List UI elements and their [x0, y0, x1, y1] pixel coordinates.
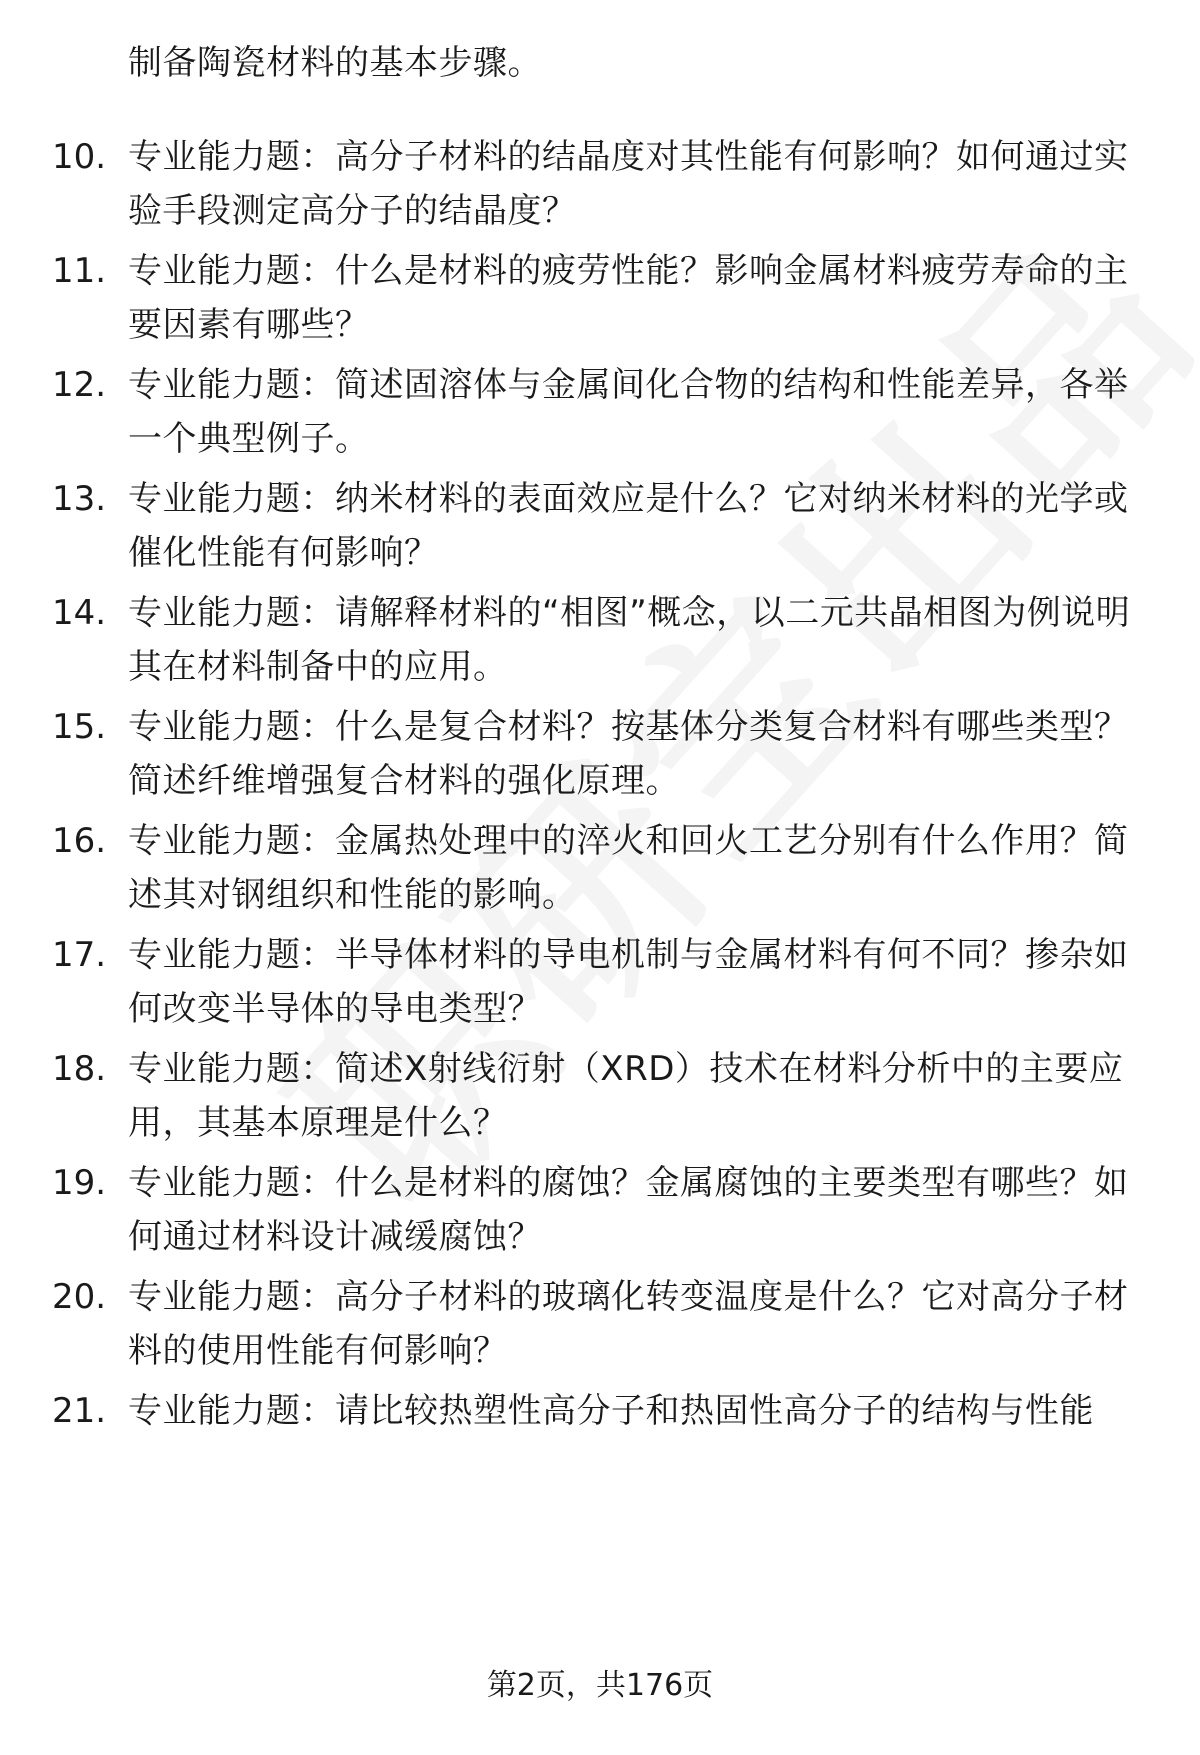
continuation-text: 制备陶瓷材料的基本步骤。	[128, 43, 542, 83]
question-text: 专业能力题：金属热处理中的淬火和回火工艺分别有什么作用？简述其对钢组织和性能的影响。	[128, 821, 1129, 915]
question-number: 12.	[52, 365, 107, 405]
question-number: 11.	[52, 251, 107, 291]
page-footer: 第2页，共176页	[486, 1668, 714, 1703]
question-number: 15.	[52, 707, 107, 747]
question-text: 专业能力题：高分子材料的玻璃化转变温度是什么？它对高分子材料的使用性能有何影响？	[128, 1277, 1129, 1371]
question-text: 专业能力题：什么是复合材料？按基体分类复合材料有哪些类型？简述纤维增强复合材料的强化原理。	[128, 707, 1129, 801]
question-number: 16.	[52, 821, 107, 861]
question-text: 专业能力题：请比较热塑性高分子和热固性高分子的结构与性能	[128, 1391, 1094, 1431]
question-text: 专业能力题：什么是材料的疲劳性能？影响金属材料疲劳寿命的主要因素有哪些？	[128, 251, 1129, 345]
question-number: 19.	[52, 1163, 107, 1203]
question-number: 10.	[52, 137, 107, 177]
question-number: 13.	[52, 479, 107, 519]
question-text: 专业能力题：半导体材料的导电机制与金属材料有何不同？掺杂如何改变半导体的导电类型？	[128, 935, 1129, 1029]
question-number: 14.	[52, 593, 107, 633]
question-text: 专业能力题：什么是材料的腐蚀？金属腐蚀的主要类型有哪些？如何通过材料设计减缓腐蚀？	[128, 1163, 1129, 1257]
question-text: 专业能力题：高分子材料的结晶度对其性能有何影响？如何通过实验手段测定高分子的结晶度？	[128, 137, 1129, 231]
question-text: 专业能力题：简述X射线衍射（XRD）技术在材料分析中的主要应用，其基本原理是什么？	[128, 1049, 1124, 1143]
question-number: 17.	[52, 935, 107, 975]
question-text: 专业能力题：纳米材料的表面效应是什么？它对纳米材料的光学或催化性能有何影响？	[128, 479, 1129, 573]
question-number: 20.	[52, 1277, 107, 1317]
question-number: 18.	[52, 1049, 107, 1089]
question-text: 专业能力题：请解释材料的“相图”概念，以二元共晶相图为例说明其在材料制备中的应用。	[128, 593, 1131, 687]
question-text: 专业能力题：简述固溶体与金属间化合物的结构和性能差异，各举一个典型例子。	[128, 365, 1129, 459]
question-number: 21.	[52, 1391, 107, 1431]
